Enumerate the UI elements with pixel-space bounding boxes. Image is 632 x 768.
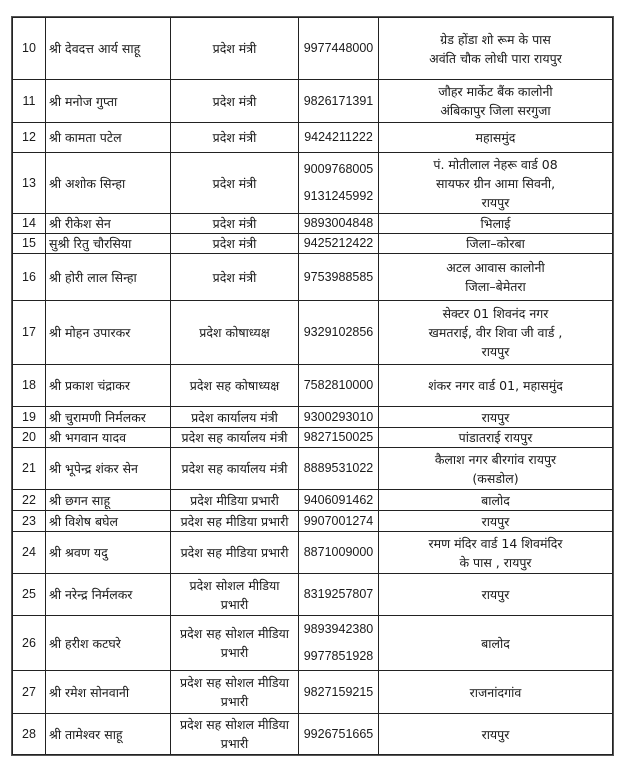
- table-row: [13, 254, 613, 301]
- table-row: [13, 18, 613, 80]
- designation-cell: [171, 153, 299, 214]
- member-name-cell: श्री अशोक सिन्हा: [46, 153, 171, 214]
- address-line: जौहर मार्केट बैंक कालोनी: [438, 84, 553, 99]
- serial-number-cell: 19: [13, 407, 46, 428]
- office-bearers-table: [12, 17, 613, 755]
- address-line: खमतराई, वीर शिवा जी वार्ड ,: [428, 325, 563, 340]
- member-name-cell: श्री कामता पटेल: [46, 123, 171, 153]
- phone-number: 7582810000: [303, 378, 374, 392]
- serial-number-cell: 27: [13, 671, 46, 714]
- designation-line: प्रदेश सह कार्यालय मंत्री: [181, 430, 288, 445]
- address-line: के पास , रायपुर: [459, 554, 532, 570]
- designation-cell: [171, 254, 299, 301]
- address-line: (कसडोल): [472, 470, 519, 486]
- address-line: महासमुंद: [475, 130, 516, 145]
- designation-cell: [171, 616, 299, 671]
- phone-number: 8319257807: [303, 587, 374, 601]
- phone-number: 9907001274: [303, 513, 374, 528]
- address-line: जिला–बेमेतरा: [465, 279, 526, 294]
- member-name-cell: श्री छगन साहू: [46, 490, 171, 511]
- address-line: रायपुर: [481, 344, 510, 359]
- phone-number: 8871009000: [303, 545, 374, 559]
- phone-number: 9131245992: [303, 189, 374, 203]
- serial-number-cell: 10: [13, 18, 46, 80]
- serial-number-cell: 14: [13, 214, 46, 234]
- address-line: शंकर नगर वार्ड 01, महासमुंद: [428, 378, 563, 393]
- address-cell: [379, 301, 613, 365]
- member-name-cell: श्री भूपेन्द्र शंकर सेन: [46, 448, 171, 490]
- phone-number: 9424211222: [304, 130, 373, 144]
- table-row: [13, 714, 613, 755]
- designation-cell: [171, 365, 299, 407]
- phone-number: 9977448000: [303, 41, 374, 55]
- address-cell: [379, 18, 613, 80]
- table-row: [13, 365, 613, 407]
- serial-number-cell: 13: [13, 153, 46, 214]
- address-cell: [379, 234, 613, 254]
- serial-number-cell: 21: [13, 448, 46, 490]
- address-line: जिला–कोरबा: [466, 236, 525, 251]
- address-line: सायफर ग्रीन आमा सिवनी,: [435, 175, 556, 191]
- address-line: रायपुर: [481, 726, 510, 742]
- serial-number-cell: 20: [13, 428, 46, 448]
- serial-number-cell: 24: [13, 532, 46, 574]
- address-line: पं. मोतीलाल नेहरू वार्ड 08: [433, 156, 558, 172]
- table-row: [13, 448, 613, 490]
- phone-cell: [299, 532, 379, 574]
- serial-number-cell: 17: [13, 301, 46, 365]
- serial-number-cell: 16: [13, 254, 46, 301]
- address-line: अंबिकापुर जिला सरगुजा: [440, 103, 551, 118]
- phone-cell: [299, 123, 379, 153]
- serial-number-cell: 28: [13, 714, 46, 755]
- address-cell: [379, 407, 613, 428]
- phone-cell: [299, 407, 379, 428]
- serial-number-cell: 15: [13, 234, 46, 254]
- address-line: रमण मंदिर वार्ड 14 शिवमंदिर: [428, 535, 563, 551]
- address-line: कैलाश नगर बीरगांव रायपुर: [434, 451, 557, 467]
- table-row: [13, 616, 613, 671]
- designation-cell: [171, 214, 299, 234]
- phone-number: 9753988585: [303, 269, 374, 284]
- designation-line: प्रदेश कोषाध्यक्ष: [199, 325, 270, 340]
- designation-line: प्रदेश सह सोशल मीडिया: [179, 717, 290, 732]
- designation-line: प्रदेश सह कोषाध्यक्ष: [189, 378, 280, 393]
- designation-cell: [171, 234, 299, 254]
- designation-cell: [171, 490, 299, 511]
- table-body: [13, 18, 613, 755]
- member-name-cell: श्री तामेश्वर साहू: [46, 714, 171, 755]
- address-line: रायपुर: [481, 194, 510, 210]
- address-line: रायपुर: [481, 409, 510, 425]
- designation-cell: [171, 123, 299, 153]
- address-line: अटल आवास कालोनी: [446, 260, 545, 275]
- address-cell: [379, 448, 613, 490]
- designation-line: प्रदेश मीडिया प्रभारी: [190, 492, 279, 508]
- designation-line: प्रदेश कार्यालय मंत्री: [191, 409, 278, 425]
- phone-cell: [299, 80, 379, 123]
- member-name-cell: सुश्री रितु चौरसिया: [46, 234, 171, 254]
- table-row: [13, 511, 613, 532]
- designation-line: प्रदेश सह मीडिया प्रभारी: [180, 545, 289, 560]
- phone-number: 9827159215: [303, 684, 374, 699]
- address-cell: [379, 254, 613, 301]
- table-row: [13, 490, 613, 511]
- table-row: [13, 428, 613, 448]
- address-line: सेक्टर 01 शिवनंद नगर: [442, 306, 549, 321]
- phone-number: 9977851928: [303, 649, 374, 663]
- phone-cell: [299, 511, 379, 532]
- designation-line: प्रदेश मंत्री: [212, 236, 257, 251]
- designation-line: प्रभारी: [220, 736, 249, 751]
- phone-number: 9893942380: [303, 622, 374, 636]
- phone-cell: [299, 301, 379, 365]
- designation-line: प्रदेश मंत्री: [212, 216, 257, 231]
- serial-number-cell: 23: [13, 511, 46, 532]
- phone-cell: [299, 714, 379, 755]
- designation-cell: [171, 714, 299, 755]
- member-name-cell: श्री होरी लाल सिन्हा: [46, 254, 171, 301]
- serial-number-cell: 22: [13, 490, 46, 511]
- designation-cell: [171, 80, 299, 123]
- table-row: [13, 301, 613, 365]
- member-name-cell: श्री हरीश कटघरे: [46, 616, 171, 671]
- address-line: रायपुर: [481, 513, 510, 529]
- phone-cell: [299, 671, 379, 714]
- phone-number: 9827150025: [303, 430, 374, 444]
- phone-number: 9329102856: [303, 325, 374, 339]
- designation-line: प्रदेश मंत्री: [212, 93, 257, 109]
- table-row: [13, 671, 613, 714]
- serial-number-cell: 26: [13, 616, 46, 671]
- address-cell: [379, 490, 613, 511]
- designation-line: प्रदेश मंत्री: [212, 175, 257, 191]
- designation-line: प्रदेश सह कार्यालय मंत्री: [181, 461, 288, 476]
- phone-cell: [299, 448, 379, 490]
- member-name-cell: श्री रमेश सोनवानी: [46, 671, 171, 714]
- phone-number: 9300293010: [303, 409, 374, 424]
- phone-cell: [299, 574, 379, 616]
- designation-cell: [171, 301, 299, 365]
- designation-line: प्रदेश मंत्री: [212, 130, 257, 145]
- designation-line: प्रदेश मंत्री: [212, 269, 257, 285]
- table-row: [13, 80, 613, 123]
- phone-number: 9425212422: [303, 236, 374, 250]
- phone-cell: [299, 428, 379, 448]
- member-name-cell: श्री विशेष बघेल: [46, 511, 171, 532]
- member-name-cell: श्री श्रवण यदु: [46, 532, 171, 574]
- serial-number-cell: 11: [13, 80, 46, 123]
- designation-cell: [171, 428, 299, 448]
- designation-cell: [171, 18, 299, 80]
- designation-line: प्रभारी: [220, 645, 249, 660]
- designation-cell: [171, 671, 299, 714]
- designation-cell: [171, 511, 299, 532]
- phone-number: 9406091462: [303, 492, 374, 507]
- member-name-cell: श्री रीकेश सेन: [46, 214, 171, 234]
- address-line: ग्रेड होंडा शो रूम के पास: [440, 31, 551, 47]
- address-cell: [379, 214, 613, 234]
- address-cell: [379, 574, 613, 616]
- serial-number-cell: 25: [13, 574, 46, 616]
- phone-number: 9926751665: [303, 726, 374, 741]
- phone-number: 9826171391: [303, 93, 374, 108]
- table-row: [13, 532, 613, 574]
- address-cell: [379, 428, 613, 448]
- phone-number: 9893004848: [303, 216, 374, 230]
- phone-cell: [299, 365, 379, 407]
- serial-number-cell: 18: [13, 365, 46, 407]
- member-name-cell: श्री देवदत्त आर्य साहू: [46, 18, 171, 80]
- designation-line: प्रदेश सह सोशल मीडिया: [179, 675, 290, 690]
- table-row: [13, 214, 613, 234]
- member-name-cell: श्री मनोज गुप्ता: [46, 80, 171, 123]
- member-name-cell: श्री मोहन उपारकर: [46, 301, 171, 365]
- designation-line: प्रदेश मंत्री: [212, 41, 257, 56]
- table-row: [13, 574, 613, 616]
- designation-line: प्रदेश सह सोशल मीडिया: [179, 626, 290, 641]
- address-line: रायपुर: [481, 587, 510, 602]
- address-line: पांडातराई रायपुर: [458, 430, 533, 445]
- address-cell: [379, 671, 613, 714]
- designation-cell: [171, 532, 299, 574]
- phone-cell: [299, 616, 379, 671]
- phone-cell: [299, 18, 379, 80]
- table-row: [13, 234, 613, 254]
- member-name-cell: श्री भगवान यादव: [46, 428, 171, 448]
- address-line: बालोद: [481, 492, 510, 508]
- table-row: [13, 153, 613, 214]
- member-name-cell: श्री नरेन्द्र निर्मलकर: [46, 574, 171, 616]
- phone-number: 9009768005: [303, 162, 374, 176]
- address-line: बालोद: [481, 635, 510, 651]
- designation-line: प्रभारी: [220, 694, 249, 709]
- designation-cell: [171, 448, 299, 490]
- phone-cell: [299, 234, 379, 254]
- address-cell: [379, 532, 613, 574]
- address-line: राजनांदगांव: [469, 684, 522, 700]
- phone-cell: [299, 153, 379, 214]
- designation-line: प्रदेश सह मीडिया प्रभारी: [180, 513, 289, 529]
- address-cell: [379, 153, 613, 214]
- address-cell: [379, 80, 613, 123]
- serial-number-cell: 12: [13, 123, 46, 153]
- member-name-cell: श्री चुरामणी निर्मलकर: [46, 407, 171, 428]
- address-cell: [379, 365, 613, 407]
- address-cell: [379, 511, 613, 532]
- member-name-cell: श्री प्रकाश चंद्राकर: [46, 365, 171, 407]
- address-cell: [379, 616, 613, 671]
- phone-cell: [299, 214, 379, 234]
- designation-cell: [171, 407, 299, 428]
- table-row: [13, 123, 613, 153]
- designation-cell: [171, 574, 299, 616]
- phone-number: 8889531022: [303, 461, 374, 475]
- address-cell: [379, 714, 613, 755]
- table-row: [13, 407, 613, 428]
- address-line: अवंति चौक लोधी पारा रायपुर: [429, 50, 562, 66]
- phone-cell: [299, 490, 379, 511]
- address-cell: [379, 123, 613, 153]
- designation-line: प्रदेश सोशल मीडिया प्रभारी: [189, 577, 280, 612]
- address-line: भिलाई: [480, 216, 511, 231]
- phone-cell: [299, 254, 379, 301]
